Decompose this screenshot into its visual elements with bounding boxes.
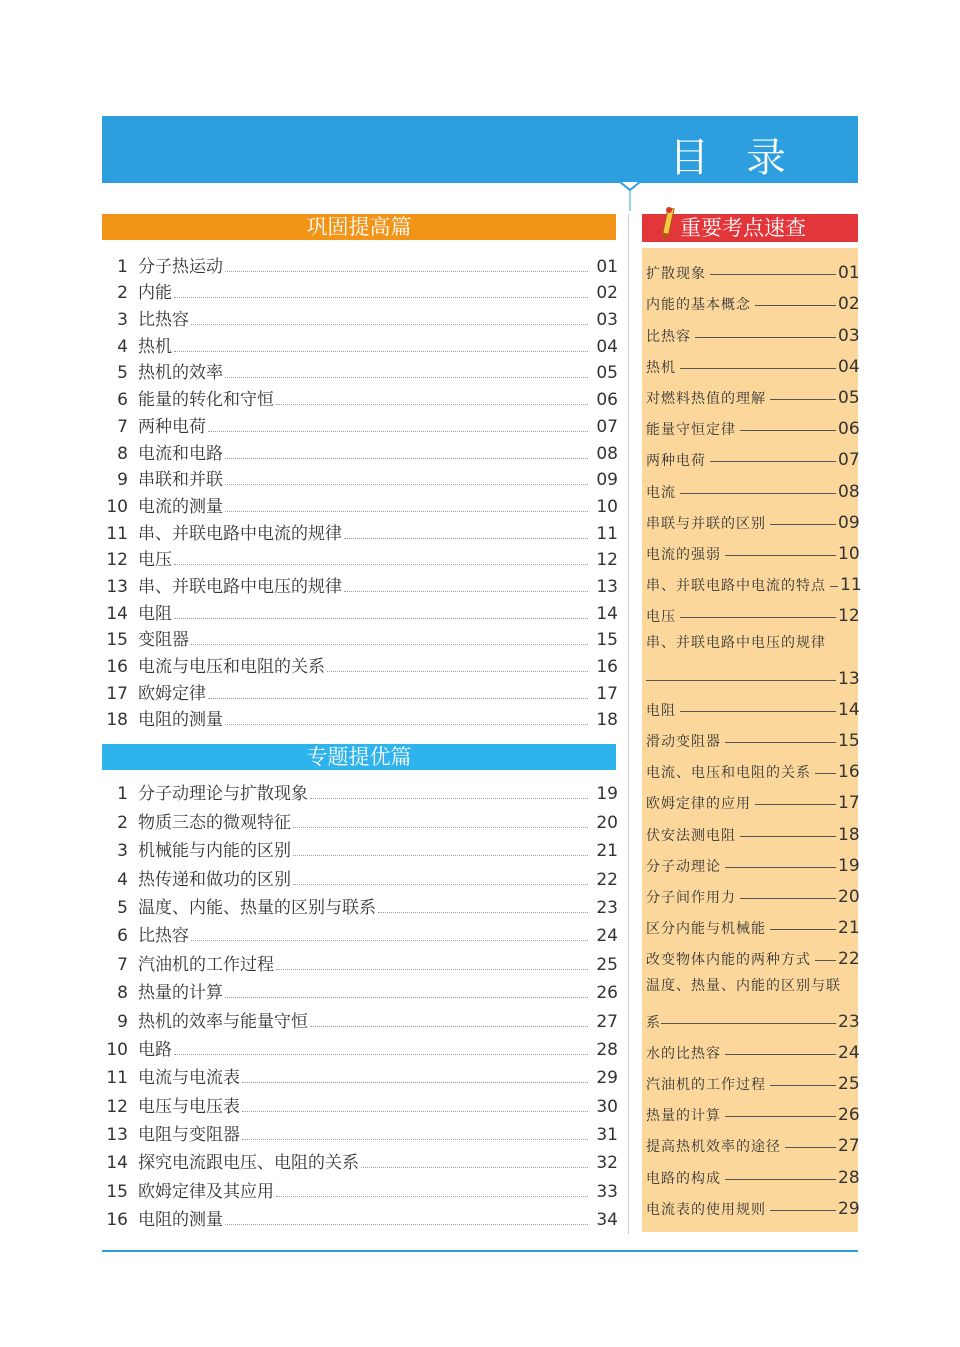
leader-dots — [378, 912, 588, 913]
quickref-entry[interactable] — [646, 377, 858, 408]
toc-entry[interactable] — [102, 704, 618, 731]
entry-number: 12 — [106, 550, 128, 571]
quickref-entry[interactable] — [646, 720, 858, 751]
entry-page: 18 — [838, 824, 860, 845]
toc-entry[interactable] — [102, 277, 618, 304]
entry-page: 24 — [596, 926, 618, 947]
quickref-entry[interactable] — [646, 408, 858, 439]
entry-number: 3 — [117, 841, 128, 862]
entry-page: 19 — [596, 784, 618, 805]
entry-page: 23 — [596, 897, 618, 918]
entry-title: 电压 — [138, 550, 172, 571]
entry-page: 01 — [596, 256, 618, 277]
quickref-entry[interactable] — [646, 1188, 858, 1219]
leader-line — [815, 773, 836, 774]
leader-dots — [225, 484, 588, 485]
column-divider — [628, 214, 631, 1234]
leader-dots — [225, 511, 588, 512]
toc-entry[interactable] — [102, 437, 618, 464]
entry-title: 能量守恒定律 — [646, 422, 736, 439]
entry-title: 比热容 — [138, 926, 189, 947]
quickref-entry[interactable] — [646, 782, 858, 813]
leader-dots — [191, 644, 588, 645]
entry-page: 08 — [838, 481, 860, 502]
entry-number: 8 — [117, 983, 128, 1004]
entry-page: 11 — [596, 523, 618, 544]
leader-line — [725, 742, 836, 743]
entry-title: 能量的转化和守恒 — [138, 390, 274, 411]
entry-page: 19 — [838, 855, 860, 876]
leader-dots — [293, 855, 588, 856]
quickref-entry[interactable] — [646, 1125, 858, 1156]
entry-page: 27 — [838, 1136, 860, 1157]
leader-line — [770, 929, 836, 930]
leader-dots — [225, 997, 588, 998]
entry-page: 31 — [596, 1125, 618, 1146]
leader-dots — [174, 351, 588, 352]
leader-dots — [225, 1224, 588, 1225]
entry-number: 10 — [106, 1039, 128, 1060]
entry-title: 电流、电压和电阻的关系 — [646, 765, 811, 782]
entry-title: 串联与并联的区别 — [646, 515, 766, 532]
toc-entry[interactable] — [102, 330, 618, 357]
entry-title: 内能的基本概念 — [646, 297, 751, 314]
quickref-entry[interactable] — [646, 346, 858, 377]
entry-page: 15 — [596, 630, 618, 651]
entry-number: 8 — [117, 443, 128, 464]
header-band — [102, 116, 858, 182]
quickref-entry[interactable] — [646, 283, 858, 314]
toc-entry[interactable] — [102, 544, 618, 571]
entry-page: 22 — [838, 949, 860, 970]
toc-list-consolidate — [102, 250, 618, 730]
entry-title: 电阻与变阻器 — [138, 1125, 240, 1146]
entry-page: 04 — [838, 356, 860, 377]
toc-entry[interactable] — [102, 1145, 618, 1173]
toc-entry[interactable] — [102, 804, 618, 832]
entry-title: 温度、内能、热量的区别与联系 — [138, 897, 376, 918]
leader-dots — [344, 591, 588, 592]
leader-dots — [293, 884, 588, 885]
entry-page: 03 — [596, 310, 618, 331]
entry-number: 16 — [106, 1210, 128, 1231]
leader-line — [680, 711, 836, 712]
entry-page: 07 — [596, 416, 618, 437]
entry-page: 03 — [838, 325, 860, 346]
leader-line — [830, 586, 838, 587]
leader-line — [695, 337, 836, 338]
quickref-entry[interactable] — [646, 595, 858, 626]
entry-page: 30 — [596, 1096, 618, 1117]
leader-dots — [174, 297, 588, 298]
entry-number: 7 — [117, 416, 128, 437]
entry-title: 两种电荷 — [646, 453, 706, 470]
entry-page: 14 — [596, 603, 618, 624]
quickref-entry[interactable] — [646, 845, 858, 876]
header-notch — [102, 181, 858, 211]
entry-page: 05 — [838, 387, 860, 408]
quickref-entry[interactable] — [646, 813, 858, 844]
leader-line — [646, 680, 836, 681]
leader-line — [815, 960, 836, 961]
leader-dots — [344, 538, 588, 539]
toc-entry[interactable] — [102, 833, 618, 861]
leader-line — [680, 368, 836, 369]
toc-entry[interactable] — [102, 1032, 618, 1060]
entry-number: 12 — [106, 1096, 128, 1117]
leader-line — [740, 898, 836, 899]
toc-entry[interactable] — [102, 1088, 618, 1116]
entry-number: 15 — [106, 1181, 128, 1202]
entry-title: 对燃料热值的理解 — [646, 390, 766, 407]
entry-title: 电流与电流表 — [138, 1068, 240, 1089]
entry-page: 29 — [838, 1198, 860, 1219]
section-header-topics: 专题提优篇 — [102, 744, 616, 770]
quickref-entry[interactable] — [646, 314, 858, 345]
leader-line — [740, 430, 836, 431]
entry-title: 汽油机的工作过程 — [138, 954, 274, 975]
toc-entry[interactable] — [102, 517, 618, 544]
quickref-entry[interactable] — [646, 1156, 858, 1187]
entry-page: 07 — [838, 450, 860, 471]
leader-line — [725, 867, 836, 868]
entry-page: 15 — [838, 731, 860, 752]
entry-number: 13 — [106, 576, 128, 597]
entry-page: 01 — [838, 263, 860, 284]
toc-entry[interactable] — [102, 303, 618, 330]
entry-title: 电流的强弱 — [646, 546, 721, 563]
entry-page: 17 — [838, 793, 860, 814]
quickref-entry[interactable] — [646, 439, 858, 470]
quickref-entry[interactable] — [646, 470, 858, 501]
leader-dots — [225, 271, 588, 272]
entry-title: 滑动变阻器 — [646, 734, 721, 751]
entry-page: 05 — [596, 363, 618, 384]
entry-page: 08 — [596, 443, 618, 464]
entry-title: 扩散现象 — [646, 266, 706, 283]
entry-title: 串、并联电路中电流的特点 — [646, 578, 826, 595]
entry-page: 34 — [596, 1210, 618, 1231]
entry-title: 伏安法测电阻 — [646, 827, 736, 844]
entry-number: 15 — [106, 630, 128, 651]
toc-entry[interactable] — [102, 597, 618, 624]
quickref-entry[interactable] — [646, 564, 862, 596]
leader-line — [770, 1210, 836, 1211]
quickref-entry[interactable] — [646, 626, 858, 688]
entry-title: 热机 — [646, 359, 676, 376]
toc-list-topics — [102, 776, 618, 1230]
entry-title: 提高热机效率的途径 — [646, 1139, 781, 1156]
entry-title: 热量的计算 — [138, 983, 223, 1004]
quickref-entry[interactable] — [646, 689, 858, 720]
entry-page: 20 — [838, 886, 860, 907]
leader-line — [770, 524, 836, 525]
entry-page: 17 — [596, 683, 618, 704]
entry-page: 21 — [838, 918, 860, 939]
toc-entry[interactable] — [102, 890, 618, 918]
leader-line — [710, 274, 836, 275]
quickref-entry[interactable] — [646, 1094, 858, 1125]
leader-line — [740, 836, 836, 837]
entry-page: 23 — [838, 1011, 860, 1032]
quickref-entry[interactable] — [646, 907, 858, 938]
quickref-entry[interactable] — [646, 751, 858, 782]
entry-number: 1 — [117, 784, 128, 805]
entry-page: 02 — [838, 294, 860, 315]
entry-page: 25 — [838, 1074, 860, 1095]
entry-page: 12 — [838, 606, 860, 627]
toc-entry[interactable] — [102, 776, 618, 804]
entry-page: 09 — [596, 470, 618, 491]
entry-title: 汽油机的工作过程 — [646, 1077, 766, 1094]
entry-title: 串、并联电路中电压的规律 — [138, 576, 342, 597]
leader-dots — [242, 1082, 588, 1083]
entry-title: 电阻 — [646, 702, 676, 719]
entry-page: 28 — [596, 1039, 618, 1060]
entry-title: 分子动理论与扩散现象 — [138, 784, 308, 805]
toc-entry[interactable] — [102, 1117, 618, 1145]
toc-entry[interactable] — [102, 861, 618, 889]
entry-number: 4 — [117, 869, 128, 890]
leader-line — [661, 1023, 836, 1024]
leader-dots — [225, 724, 588, 725]
leader-line — [725, 1054, 836, 1055]
leader-line — [755, 804, 836, 805]
quickref-entry[interactable] — [646, 252, 858, 283]
entry-title: 电流的测量 — [138, 496, 223, 517]
leader-dots — [293, 827, 588, 828]
entry-title: 电路 — [138, 1039, 172, 1060]
leader-dots — [242, 1139, 588, 1140]
entry-page: 21 — [596, 841, 618, 862]
entry-page: 29 — [596, 1068, 618, 1089]
entry-number: 16 — [106, 657, 128, 677]
leader-dots — [174, 564, 588, 565]
entry-page: 24 — [838, 1042, 860, 1063]
entry-page: 10 — [838, 543, 860, 564]
leader-dots — [276, 969, 588, 970]
pencil-icon — [656, 204, 680, 242]
entry-number: 5 — [117, 897, 128, 918]
entry-title: 机械能与内能的区别 — [138, 841, 291, 862]
entry-title: 串联和并联 — [138, 470, 223, 491]
toc-entry[interactable] — [102, 946, 618, 974]
quickref-entry[interactable] — [646, 969, 858, 1031]
leader-dots — [225, 377, 588, 378]
leader-dots — [276, 1196, 588, 1197]
entry-number: 2 — [117, 283, 128, 304]
entry-title: 热传递和做功的区别 — [138, 869, 291, 890]
entry-title: 探究电流跟电压、电阻的关系 — [138, 1153, 359, 1174]
entry-number: 9 — [117, 1011, 128, 1032]
leader-line — [785, 1147, 836, 1148]
entry-page: 09 — [838, 512, 860, 533]
toc-entry[interactable] — [102, 975, 618, 1003]
leader-line — [755, 305, 836, 306]
leader-dots — [208, 698, 588, 699]
entry-page: 13 — [838, 668, 860, 689]
entry-title: 电流表的使用规则 — [646, 1201, 766, 1218]
toc-entry[interactable] — [102, 357, 618, 384]
entry-number: 5 — [117, 363, 128, 384]
toc-entry[interactable] — [102, 624, 618, 651]
entry-title: 电压 — [646, 609, 676, 626]
section-header-quickref: 重要考点速查 — [642, 214, 858, 242]
toc-entry[interactable] — [102, 918, 618, 946]
leader-line — [725, 1179, 836, 1180]
entry-page: 14 — [838, 699, 860, 720]
leader-dots — [174, 1054, 588, 1055]
entry-number: 17 — [106, 683, 128, 704]
entry-title: 电流和电路 — [138, 443, 223, 464]
leader-dots — [208, 431, 588, 432]
entry-title: 电阻 — [138, 603, 172, 624]
entry-page: 10 — [596, 496, 618, 517]
entry-title: 电压与电压表 — [138, 1096, 240, 1117]
page-title: 目 录 — [669, 135, 798, 181]
entry-page: 26 — [838, 1105, 860, 1126]
entry-title: 串、并联电路中电流的规律 — [138, 523, 342, 544]
quickref-entry[interactable] — [646, 502, 858, 533]
leader-line — [680, 493, 836, 494]
entry-number: 9 — [117, 470, 128, 491]
entry-page: 02 — [596, 283, 618, 304]
entry-title: 电阻的测量 — [138, 1210, 223, 1231]
entry-title: 物质三态的微观特征 — [138, 812, 291, 833]
toc-entry[interactable] — [102, 1173, 618, 1201]
entry-number: 3 — [117, 310, 128, 331]
entry-title: 热机的效率 — [138, 363, 223, 384]
leader-dots — [310, 1026, 588, 1027]
entry-title: 欧姆定律的应用 — [646, 796, 751, 813]
toc-entry[interactable] — [102, 677, 618, 704]
entry-title-cont: 系 — [646, 1014, 661, 1031]
leader-line — [680, 617, 836, 618]
footer-rule — [102, 1250, 858, 1252]
entry-title: 电流 — [646, 484, 676, 501]
toc-entry[interactable] — [102, 570, 618, 597]
leader-dots — [361, 1167, 588, 1168]
entry-number: 18 — [106, 710, 128, 731]
entry-title: 水的比热容 — [646, 1045, 721, 1062]
quickref-entry[interactable] — [646, 533, 858, 564]
quickref-entry[interactable] — [646, 1032, 858, 1063]
leader-line — [710, 461, 836, 462]
section-header-consolidate: 巩固提高篇 — [102, 214, 616, 240]
entry-page: 13 — [596, 576, 618, 597]
entry-page: 11 — [840, 575, 862, 596]
entry-page: 26 — [596, 983, 618, 1004]
leader-dots — [310, 798, 588, 799]
leader-dots — [327, 671, 588, 672]
entry-page: 12 — [596, 550, 618, 571]
entry-page: 06 — [838, 419, 860, 440]
entry-title: 热机的效率与能量守恒 — [138, 1011, 308, 1032]
quickref-entry[interactable] — [646, 1063, 858, 1094]
entry-page: 32 — [596, 1153, 618, 1174]
toc-entry[interactable] — [102, 383, 618, 410]
leader-line — [725, 1116, 836, 1117]
entry-title: 改变物体内能的两种方式 — [646, 952, 811, 969]
leader-line — [725, 555, 836, 556]
entry-page: 16 — [838, 762, 860, 783]
leader-dots — [174, 618, 588, 619]
leader-dots — [242, 1111, 588, 1112]
entry-title: 分子间作用力 — [646, 889, 736, 906]
entry-page: 16 — [596, 657, 618, 677]
entry-number: 6 — [117, 926, 128, 947]
toc-entry[interactable] — [102, 1202, 618, 1230]
entry-title: 比热容 — [138, 310, 189, 331]
entry-title: 变阻器 — [138, 630, 189, 651]
entry-title: 热机 — [138, 336, 172, 357]
entry-number: 14 — [106, 1153, 128, 1174]
leader-dots — [225, 458, 588, 459]
entry-title: 热量的计算 — [646, 1108, 721, 1125]
entry-title: 区分内能与机械能 — [646, 921, 766, 938]
entry-title: 两种电荷 — [138, 416, 206, 437]
entry-page: 33 — [596, 1181, 618, 1202]
toc-entry[interactable] — [102, 464, 618, 491]
entry-title: 电流与电压和电阻的关系 — [138, 657, 325, 677]
leader-line — [770, 1085, 836, 1086]
entry-title: 分子热运动 — [138, 256, 223, 277]
entry-number: 14 — [106, 603, 128, 624]
entry-page: 06 — [596, 390, 618, 411]
leader-dots — [191, 940, 588, 941]
entry-page: 27 — [596, 1011, 618, 1032]
toc-entry[interactable] — [102, 1003, 618, 1031]
entry-page: 18 — [596, 710, 618, 731]
entry-title: 内能 — [138, 283, 172, 304]
entry-number: 6 — [117, 390, 128, 411]
quickref-entry[interactable] — [646, 876, 858, 907]
entry-number: 11 — [106, 1068, 128, 1089]
entry-title: 电路的构成 — [646, 1170, 721, 1187]
entry-title: 分子动理论 — [646, 858, 721, 875]
toc-entry[interactable] — [102, 490, 618, 517]
entry-title: 欧姆定律 — [138, 683, 206, 704]
entry-number: 4 — [117, 336, 128, 357]
leader-dots — [276, 404, 588, 405]
toc-entry[interactable] — [102, 650, 618, 677]
leader-line — [770, 399, 836, 400]
entry-title: 串、并联电路中电压的规律 — [646, 635, 826, 652]
entry-page: 25 — [596, 954, 618, 975]
entry-title: 欧姆定律及其应用 — [138, 1181, 274, 1202]
entry-title: 比热容 — [646, 328, 691, 345]
entry-number: 11 — [106, 523, 128, 544]
entry-page: 22 — [596, 869, 618, 890]
toc-entry[interactable] — [102, 410, 618, 437]
entry-page: 20 — [596, 812, 618, 833]
entry-title: 温度、热量、内能的区别与联 — [646, 978, 841, 995]
entry-number: 2 — [117, 812, 128, 833]
entry-number: 1 — [117, 256, 128, 277]
entry-number: 7 — [117, 954, 128, 975]
entry-title: 电阻的测量 — [138, 710, 223, 731]
quick-ref-list — [646, 252, 862, 1219]
entry-page: 04 — [596, 336, 618, 357]
entry-number: 13 — [106, 1125, 128, 1146]
quickref-entry[interactable] — [646, 938, 858, 969]
entry-page: 28 — [838, 1167, 860, 1188]
toc-entry[interactable] — [102, 1060, 618, 1088]
leader-dots — [191, 324, 588, 325]
entry-number: 10 — [106, 496, 128, 517]
toc-entry[interactable] — [102, 250, 618, 277]
